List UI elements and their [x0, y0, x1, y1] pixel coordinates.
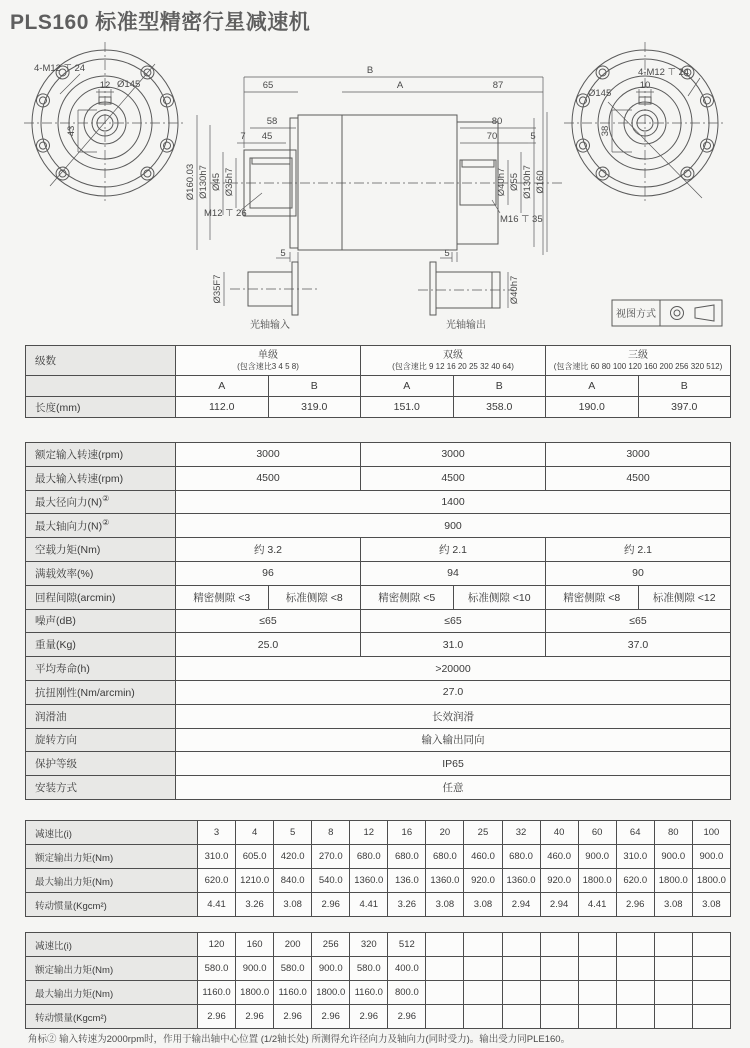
table-cell: 3.26 — [388, 893, 426, 917]
table-cell: 2.96 — [274, 1005, 312, 1029]
dim-label: 10 — [639, 80, 651, 91]
table-cell: 460.0 — [464, 845, 502, 869]
table-cell — [654, 933, 692, 957]
table-cell — [616, 1005, 654, 1029]
table-cell — [26, 376, 176, 397]
table-cell: 2.96 — [236, 1005, 274, 1029]
section-view — [185, 65, 565, 262]
table-cell: 397.0 — [638, 397, 731, 418]
table-cell — [692, 1005, 730, 1029]
dim-label: 80 — [491, 116, 503, 127]
table-row — [26, 346, 731, 376]
text-block: (包含速比 60 80 100 120 160 200 256 320 512) — [553, 362, 723, 371]
dim-label: 43 — [66, 125, 77, 137]
table-cell: A — [361, 376, 454, 397]
table-cell — [464, 981, 502, 1005]
table-cell: A — [546, 376, 639, 397]
table-cell: 320 — [350, 933, 388, 957]
table-cell: 重量(Kg) — [26, 633, 176, 657]
table-row — [26, 609, 731, 633]
dim-label: 58 — [266, 116, 278, 127]
table-cell: 1210.0 — [236, 869, 274, 893]
table-cell: 3000 — [546, 443, 731, 467]
table-cell — [654, 981, 692, 1005]
table-cell: 4.41 — [578, 893, 616, 917]
table-cell: 减速比(i) — [26, 821, 198, 845]
table-row — [26, 752, 731, 776]
table-cell: 96 — [176, 561, 361, 585]
drawing-circle — [678, 164, 696, 182]
table-cell: 920.0 — [464, 869, 502, 893]
stage-header-cell: 级数 — [26, 346, 176, 376]
table-cell: 136.0 — [388, 869, 426, 893]
table-cell: 680.0 — [426, 845, 464, 869]
table-cell: 额定输出力矩(Nm) — [26, 845, 198, 869]
table-cell: B — [453, 376, 546, 397]
table-cell: 12 — [350, 821, 388, 845]
superscript: ② — [102, 494, 110, 504]
table-cell — [692, 981, 730, 1005]
view-caption: 光轴输入 — [250, 320, 290, 331]
table-cell: 200 — [274, 933, 312, 957]
drawing-circle — [593, 63, 611, 81]
table-row — [26, 981, 731, 1005]
table-cell: 转动惯量(Kgcm²) — [26, 893, 198, 917]
dia-label: Ø160.03 — [185, 163, 196, 201]
table-cell: 保护等级 — [26, 752, 176, 776]
table-cell: 112.0 — [176, 397, 269, 418]
table-cell — [578, 933, 616, 957]
table-cell: 580.0 — [274, 957, 312, 981]
dim-label: 7 — [240, 131, 246, 142]
table-cell: 噪声(dB) — [26, 609, 176, 633]
table-cell — [502, 957, 540, 981]
table-cell: ≤65 — [176, 609, 361, 633]
table-cell — [502, 1005, 540, 1029]
table-cell: 额定输出力矩(Nm) — [26, 957, 198, 981]
ratio-table-2 — [25, 932, 731, 1029]
table-cell: 约 2.1 — [361, 538, 546, 562]
table-cell: 1800.0 — [578, 869, 616, 893]
table-cell: 605.0 — [236, 845, 274, 869]
table-cell: 1160.0 — [198, 981, 236, 1005]
table-cell: 310.0 — [198, 845, 236, 869]
thread-callout: 4-M12 ⊤ 24 — [638, 67, 690, 78]
text-block: (包含速比 9 12 16 20 25 32 40 64) — [392, 362, 514, 371]
table-cell: 16 — [388, 821, 426, 845]
thread-callout: M16 ⊤ 35 — [500, 214, 543, 225]
table-cell: 1800.0 — [654, 869, 692, 893]
table-cell: B — [268, 376, 361, 397]
table-cell: 标准侧隙 <8 — [268, 585, 361, 609]
table-cell — [540, 1005, 578, 1029]
table-cell: 2.96 — [616, 893, 654, 917]
table-cell — [578, 957, 616, 981]
table-cell: 31.0 — [361, 633, 546, 657]
table-cell: 1800.0 — [236, 981, 274, 1005]
table-cell: 1800.0 — [312, 981, 350, 1005]
table-cell: 减速比(i) — [26, 933, 198, 957]
dia-label: Ø160 — [535, 170, 546, 194]
table-cell — [426, 957, 464, 981]
table-cell: 420.0 — [274, 845, 312, 869]
table-cell: 64 — [616, 821, 654, 845]
dim-label: 70 — [486, 131, 498, 142]
group-header-cell — [176, 346, 361, 376]
drawing-circle — [142, 169, 152, 179]
table-cell: 抗扭刚性(Nm/arcmin) — [26, 680, 176, 704]
table-cell — [26, 514, 176, 538]
table-cell: 680.0 — [502, 845, 540, 869]
table-row — [26, 933, 731, 957]
table-row — [26, 538, 731, 562]
dim-label: 5 — [444, 248, 450, 259]
table-cell: 任意 — [176, 776, 731, 800]
table-cell: 空载力矩(Nm) — [26, 538, 176, 562]
table-cell: 3.08 — [692, 893, 730, 917]
table-cell: 约 3.2 — [176, 538, 361, 562]
footnote: 角标② 输入转速为2000rpm时，作用于输出轴中心位置 (1/2轴长处) 所测得允许径向力及轴向力(同时受力)。输出受力同PLE160。 — [28, 1034, 571, 1045]
table-cell: 25 — [464, 821, 502, 845]
table-row — [26, 443, 731, 467]
dim-label: 5 — [530, 131, 536, 142]
element — [26, 346, 731, 418]
table-row — [26, 957, 731, 981]
table-cell: 680.0 — [350, 845, 388, 869]
table-cell — [502, 981, 540, 1005]
dim-label: 5 — [280, 248, 286, 259]
table-cell: 约 2.1 — [546, 538, 731, 562]
text-block: 单级 — [258, 350, 278, 361]
table-cell: 60 — [578, 821, 616, 845]
table-cell: 8 — [312, 821, 350, 845]
drawing-circle — [682, 169, 692, 179]
ratio-table-1 — [25, 820, 731, 917]
table-cell — [26, 490, 176, 514]
table-cell: 3.26 — [236, 893, 274, 917]
table-cell: 920.0 — [540, 869, 578, 893]
table-row — [26, 704, 731, 728]
thread-callout: M12 ⊤ 26 — [204, 208, 247, 219]
dia-label: Ø45 — [211, 173, 222, 191]
table-cell — [692, 957, 730, 981]
dim-label: 45 — [261, 131, 273, 142]
table-cell: 4500 — [546, 466, 731, 490]
table-cell: 1360.0 — [350, 869, 388, 893]
table-cell: 4.41 — [350, 893, 388, 917]
table-cell: 540.0 — [312, 869, 350, 893]
table-cell: 2.94 — [502, 893, 540, 917]
text-block: (包含速比3 4 5 8) — [237, 362, 299, 371]
drawing-circle — [598, 68, 608, 78]
table-cell: 900.0 — [312, 957, 350, 981]
table-row — [26, 657, 731, 681]
table-cell — [616, 981, 654, 1005]
table-cell: 2.96 — [350, 1005, 388, 1029]
table-cell — [464, 957, 502, 981]
table-cell: ≤65 — [361, 609, 546, 633]
table-cell — [654, 957, 692, 981]
projection-symbol-cone — [695, 305, 714, 321]
table-cell — [654, 1005, 692, 1029]
table-cell: 620.0 — [198, 869, 236, 893]
table-cell: 转动惯量(Kgcm²) — [26, 1005, 198, 1029]
drawing-group — [138, 164, 156, 182]
page-title: PLS160 标准型精密行星减速机 — [10, 11, 311, 34]
table-cell — [464, 933, 502, 957]
text-block: 三级 — [628, 350, 648, 361]
table-cell: 2.96 — [312, 1005, 350, 1029]
table-cell: 标准侧隙 <10 — [453, 585, 546, 609]
table-row — [26, 869, 731, 893]
table-cell — [426, 981, 464, 1005]
table-row — [26, 680, 731, 704]
table-cell: 100 — [692, 821, 730, 845]
dim-label: 38 — [600, 125, 611, 137]
table-row — [26, 466, 731, 490]
drawing-rect — [252, 158, 290, 164]
table-cell — [692, 933, 730, 957]
table-cell: 840.0 — [274, 869, 312, 893]
group-header-cell — [546, 346, 731, 376]
table-cell: 900.0 — [578, 845, 616, 869]
input-shaft-detail — [212, 262, 320, 331]
table-cell: 最大输入转速(rpm) — [26, 466, 176, 490]
table-cell: 旋转方向 — [26, 728, 176, 752]
table-cell: 90 — [546, 561, 731, 585]
table-cell: 1160.0 — [350, 981, 388, 1005]
dim-label: 12 — [99, 80, 111, 91]
table-cell: 460.0 — [540, 845, 578, 869]
table-cell: 2.96 — [312, 893, 350, 917]
dia-callout: Ø145 — [588, 88, 612, 99]
table-cell — [540, 933, 578, 957]
table-cell: 620.0 — [616, 869, 654, 893]
table-row — [26, 821, 731, 845]
table-row — [26, 561, 731, 585]
table-cell: 270.0 — [312, 845, 350, 869]
table-cell: 3000 — [361, 443, 546, 467]
drawing-circle — [138, 164, 156, 182]
dia-label: Ø130h7 — [198, 165, 209, 199]
projection-label: 视图方式 — [616, 309, 656, 320]
table-cell: 580.0 — [350, 957, 388, 981]
text-span: 最大轴向力(N) — [35, 520, 103, 533]
projection-box — [612, 300, 722, 326]
table-row — [26, 585, 731, 609]
table-cell — [426, 933, 464, 957]
table-cell: 标准侧隙 <12 — [638, 585, 731, 609]
table-cell: 5 — [274, 821, 312, 845]
table-cell: 平均寿命(h) — [26, 657, 176, 681]
table-cell: ≤65 — [546, 609, 731, 633]
table-cell: 输入输出同向 — [176, 728, 731, 752]
element — [26, 933, 731, 1029]
drawing-rect — [430, 262, 436, 315]
drawing-rect — [298, 115, 457, 250]
dia-label: Ø35F7 — [212, 274, 223, 304]
table-cell: 2.96 — [198, 1005, 236, 1029]
drawing-group — [678, 164, 696, 182]
dia-callout: Ø145 — [117, 79, 141, 90]
table-cell — [578, 981, 616, 1005]
table-cell: 512 — [388, 933, 426, 957]
table-cell: 精密侧隙 <5 — [361, 585, 454, 609]
table-cell: 1160.0 — [274, 981, 312, 1005]
table-cell: 900 — [176, 514, 731, 538]
drawing-line — [608, 102, 702, 198]
table-cell: 2.96 — [388, 1005, 426, 1029]
table-cell: 900.0 — [236, 957, 274, 981]
drawing-circle — [674, 310, 680, 316]
table-cell: 151.0 — [361, 397, 454, 418]
output-shaft-detail — [418, 262, 520, 331]
table-cell: B — [638, 376, 731, 397]
superscript: ② — [102, 518, 110, 528]
table-cell: 3.08 — [274, 893, 312, 917]
table-cell: 3.08 — [426, 893, 464, 917]
table-cell: 2.94 — [540, 893, 578, 917]
table-cell — [540, 957, 578, 981]
drawing-group — [593, 164, 611, 182]
table-cell — [426, 1005, 464, 1029]
table-cell: IP65 — [176, 752, 731, 776]
table-cell: 4500 — [361, 466, 546, 490]
table-cell: 1800.0 — [692, 869, 730, 893]
table-cell: 310.0 — [616, 845, 654, 869]
table-cell: 最大输出力矩(Nm) — [26, 869, 198, 893]
dim-label: A — [396, 80, 404, 91]
front-view-left — [24, 42, 186, 204]
table-cell: 94 — [361, 561, 546, 585]
drawing-circle — [58, 169, 68, 179]
drawing-circle — [593, 164, 611, 182]
spec-header-table — [25, 345, 731, 418]
table-cell: 4500 — [176, 466, 361, 490]
table-cell: 80 — [654, 821, 692, 845]
table-cell: 900.0 — [654, 845, 692, 869]
drawing-circle — [598, 169, 608, 179]
group-header-cell — [361, 346, 546, 376]
table-cell: 160 — [236, 933, 274, 957]
table-cell: 580.0 — [198, 957, 236, 981]
table-cell: 319.0 — [268, 397, 361, 418]
text-block: 双级 — [443, 350, 463, 361]
dia-label: Ø55 — [509, 173, 520, 191]
table-cell: 900.0 — [692, 845, 730, 869]
table-cell: 长度(mm) — [26, 397, 176, 418]
table-cell: 润滑油 — [26, 704, 176, 728]
table-cell: 400.0 — [388, 957, 426, 981]
text-span: 最大径向力(N) — [35, 496, 103, 509]
table-cell: 800.0 — [388, 981, 426, 1005]
table-cell: 190.0 — [546, 397, 639, 418]
dia-label: Ø40h7 — [496, 167, 507, 197]
table-cell: 长效润滑 — [176, 704, 731, 728]
element — [26, 821, 731, 917]
table-cell: 1360.0 — [426, 869, 464, 893]
element — [26, 443, 731, 800]
table-cell: 精密侧隙 <3 — [176, 585, 269, 609]
table-cell: 27.0 — [176, 680, 731, 704]
table-cell — [616, 957, 654, 981]
table-cell: 3000 — [176, 443, 361, 467]
spec-table — [25, 442, 731, 800]
table-row — [26, 633, 731, 657]
dim-label: 65 — [262, 80, 274, 91]
drawing-rect — [462, 160, 494, 167]
table-cell: 1400 — [176, 490, 731, 514]
front-view-right — [564, 42, 726, 204]
dim-label: 87 — [492, 80, 504, 91]
technical-drawing — [0, 0, 750, 340]
table-row — [26, 514, 731, 538]
view-caption: 光轴输出 — [446, 320, 486, 331]
dim-label: B — [366, 65, 374, 76]
table-cell: 回程间隙(arcmin) — [26, 585, 176, 609]
table-row — [26, 376, 731, 397]
drawing-circle — [53, 164, 71, 182]
table-cell: 满载效率(%) — [26, 561, 176, 585]
table-cell — [616, 933, 654, 957]
table-cell: 最大输出力矩(Nm) — [26, 981, 198, 1005]
table-row — [26, 1005, 731, 1029]
projection-symbol-circle — [671, 307, 684, 320]
table-cell — [464, 1005, 502, 1029]
table-row — [26, 397, 731, 418]
table-cell: 安装方式 — [26, 776, 176, 800]
table-cell: A — [176, 376, 269, 397]
table-cell: 680.0 — [388, 845, 426, 869]
table-cell: 额定输入转速(rpm) — [26, 443, 176, 467]
table-cell: 256 — [312, 933, 350, 957]
table-cell: >20000 — [176, 657, 731, 681]
dia-label: Ø35h7 — [224, 167, 235, 197]
table-cell — [540, 981, 578, 1005]
table-cell: 20 — [426, 821, 464, 845]
table-cell: 3 — [198, 821, 236, 845]
drawing-group — [53, 164, 71, 182]
table-cell: 3.08 — [654, 893, 692, 917]
table-cell: 32 — [502, 821, 540, 845]
table-cell: 37.0 — [546, 633, 731, 657]
table-row — [26, 776, 731, 800]
table-cell: 4 — [236, 821, 274, 845]
table-cell: 1360.0 — [502, 869, 540, 893]
table-cell: 3.08 — [464, 893, 502, 917]
table-cell: 精密侧隙 <8 — [546, 585, 639, 609]
table-cell: 120 — [198, 933, 236, 957]
dia-label: Ø40h7 — [509, 275, 520, 305]
table-cell: 40 — [540, 821, 578, 845]
drawing-group — [593, 63, 611, 81]
table-cell: 358.0 — [453, 397, 546, 418]
table-row — [26, 845, 731, 869]
table-cell: 25.0 — [176, 633, 361, 657]
table-row — [26, 893, 731, 917]
table-cell: 4.41 — [198, 893, 236, 917]
dia-label: Ø130h7 — [522, 165, 533, 199]
table-cell — [502, 933, 540, 957]
drawing-rect — [292, 262, 298, 315]
table-cell — [578, 1005, 616, 1029]
table-row — [26, 490, 731, 514]
thread-callout: 4-M12 ⊤ 24 — [34, 63, 86, 74]
table-row — [26, 728, 731, 752]
